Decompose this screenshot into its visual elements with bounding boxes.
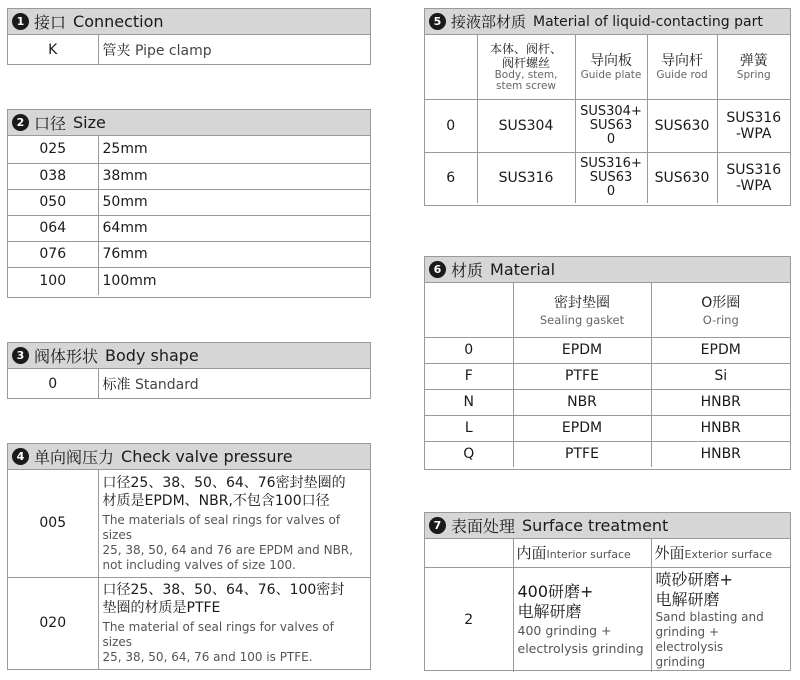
header-zh: 阀体形状: [34, 347, 99, 366]
surface-treatment-table: [424, 512, 791, 671]
column-header-guide-plate: 导向板 Guide plate: [575, 35, 647, 99]
code-cell: 6: [425, 152, 477, 203]
value-cell: 口径25、38、50、64、76、100密封 垫圈的材质是PTFE The material of seal rings for valves of sizes 25, 38, 50, 64, 76 and 100 is PTFE.: [98, 577, 370, 669]
value-cell: 38mm: [98, 163, 370, 189]
value-cell: 50mm: [98, 189, 370, 215]
gasket-cell: PTFE: [513, 441, 651, 467]
value-cell: 管夹 Pipe clamp: [98, 35, 370, 64]
connection-table: [7, 8, 371, 65]
table-row: [425, 363, 790, 389]
code-cell: 076: [8, 241, 98, 267]
material-table: [424, 256, 791, 470]
column-header-spring: 弹簧 Spring: [717, 35, 790, 99]
table-row: [8, 267, 370, 295]
value-cell: 25mm: [98, 136, 370, 163]
exterior-cell: 喷砂研磨+ 电解研磨 Sand blasting and grinding + electrolysis grinding: [651, 567, 790, 672]
table-row: [8, 577, 370, 669]
guide-rod-cell: SUS630: [647, 99, 717, 152]
spring-cell: SUS316 -WPA: [717, 152, 790, 203]
code-cell: Q: [425, 441, 513, 467]
o-ring-cell: HNBR: [651, 441, 790, 467]
code-cell: F: [425, 363, 513, 389]
code-cell: 025: [39, 141, 67, 158]
table-row: [8, 215, 370, 241]
table-row: [425, 337, 790, 363]
column-header-row: [425, 35, 790, 99]
table-row: [8, 35, 370, 64]
connection-header: [8, 9, 370, 35]
header-en: Check valve pressure: [121, 447, 293, 466]
step-number-1: 1: [12, 13, 29, 30]
gasket-cell: EPDM: [513, 415, 651, 441]
liquid-contact-material-header: [425, 9, 790, 35]
column-header-exterior: 外面Exterior surface: [651, 539, 790, 567]
value-cell: 口径25、38、50、64、76密封垫圈的 材质是EPDM、NBR,不包含100口径 The materials of seal rings for valves of sizes 25, 38, 50, 64 and 76 are EPDM and NBR, not including valves of size 100.: [98, 470, 370, 577]
table-row: [425, 99, 790, 152]
code-cell: 005: [39, 515, 67, 532]
check-valve-pressure-header: [8, 444, 370, 470]
o-ring-cell: HNBR: [651, 389, 790, 415]
guide-plate-cell: SUS316+ SUS63 0: [575, 152, 647, 203]
value-cell: 100mm: [98, 267, 370, 295]
body-shape-table: [7, 342, 371, 399]
gasket-cell: PTFE: [513, 363, 651, 389]
table-row: [425, 415, 790, 441]
header-en: Size: [73, 113, 106, 132]
header-zh: 单向阀压力: [34, 448, 115, 467]
header-en: Material of liquid-contacting part: [533, 13, 763, 30]
table-row: [8, 241, 370, 267]
header-zh: 口径: [34, 114, 67, 133]
header-en: Surface treatment: [522, 516, 669, 535]
code-cell: 064: [8, 215, 98, 241]
step-number-2: 2: [12, 114, 29, 131]
code-cell: 050: [8, 189, 98, 215]
table-row: [8, 189, 370, 215]
header-en: Material: [490, 260, 556, 279]
code-cell: N: [425, 389, 513, 415]
code-cell: 100: [8, 267, 98, 295]
column-header-gasket: 密封垫圈 Sealing gasket: [513, 283, 651, 337]
size-table: [7, 109, 371, 298]
header-zh: 接口: [34, 13, 67, 32]
header-en: Connection: [73, 12, 164, 31]
column-header-guide-rod: 导向杆 Guide rod: [647, 35, 717, 99]
table-row: [425, 152, 790, 203]
table-row: [425, 389, 790, 415]
step-number-7: 7: [429, 517, 446, 534]
guide-rod-cell: SUS630: [647, 152, 717, 203]
spring-cell: SUS316 -WPA: [717, 99, 790, 152]
code-cell: K: [48, 41, 58, 58]
check-valve-pressure-table: [7, 443, 371, 670]
interior-cell: 400研磨+ 电解研磨 400 grinding + electrolysis grinding: [513, 567, 651, 672]
body-material-cell: SUS304: [477, 99, 575, 152]
column-header-interior: 内面Interior surface: [513, 539, 651, 567]
column-header-row: [425, 283, 790, 337]
table-row: [425, 567, 790, 672]
guide-plate-cell: SUS304+ SUS63 0: [575, 99, 647, 152]
code-cell: 0: [425, 337, 513, 363]
code-cell: 0: [48, 375, 58, 392]
table-row: [8, 136, 370, 163]
value-cell: 76mm: [98, 241, 370, 267]
column-header-row: [425, 539, 790, 567]
o-ring-cell: Si: [651, 363, 790, 389]
surface-treatment-header: [425, 513, 790, 539]
gasket-cell: NBR: [513, 389, 651, 415]
step-number-5: 5: [429, 13, 446, 30]
gasket-cell: EPDM: [513, 337, 651, 363]
header-en: Body shape: [105, 346, 199, 365]
header-zh: 接液部材质: [451, 13, 527, 31]
code-cell: L: [425, 415, 513, 441]
column-header-body: 本体、阀杆、 阀杆螺丝 Body, stem, stem screw: [477, 35, 575, 99]
o-ring-cell: EPDM: [651, 337, 790, 363]
table-row: [8, 470, 370, 577]
code-cell: 020: [8, 577, 98, 669]
material-header: [425, 257, 790, 283]
step-number-4: 4: [12, 448, 29, 465]
column-header-o-ring: O形圈 O-ring: [651, 283, 790, 337]
size-header: [8, 110, 370, 136]
code-cell: 0: [425, 99, 477, 152]
table-row: [425, 441, 790, 467]
header-zh: 表面处理: [451, 517, 516, 536]
o-ring-cell: HNBR: [651, 415, 790, 441]
code-cell: 2: [425, 567, 513, 672]
header-zh: 材质: [451, 261, 484, 280]
table-row: [8, 369, 370, 398]
body-shape-header: [8, 343, 370, 369]
body-material-cell: SUS316: [477, 152, 575, 203]
step-number-6: 6: [429, 261, 446, 278]
value-cell: 标准 Standard: [98, 369, 370, 398]
liquid-contact-material-table: [424, 8, 791, 206]
table-row: [8, 163, 370, 189]
code-cell: 038: [8, 163, 98, 189]
value-cell: 64mm: [98, 215, 370, 241]
step-number-3: 3: [12, 347, 29, 364]
